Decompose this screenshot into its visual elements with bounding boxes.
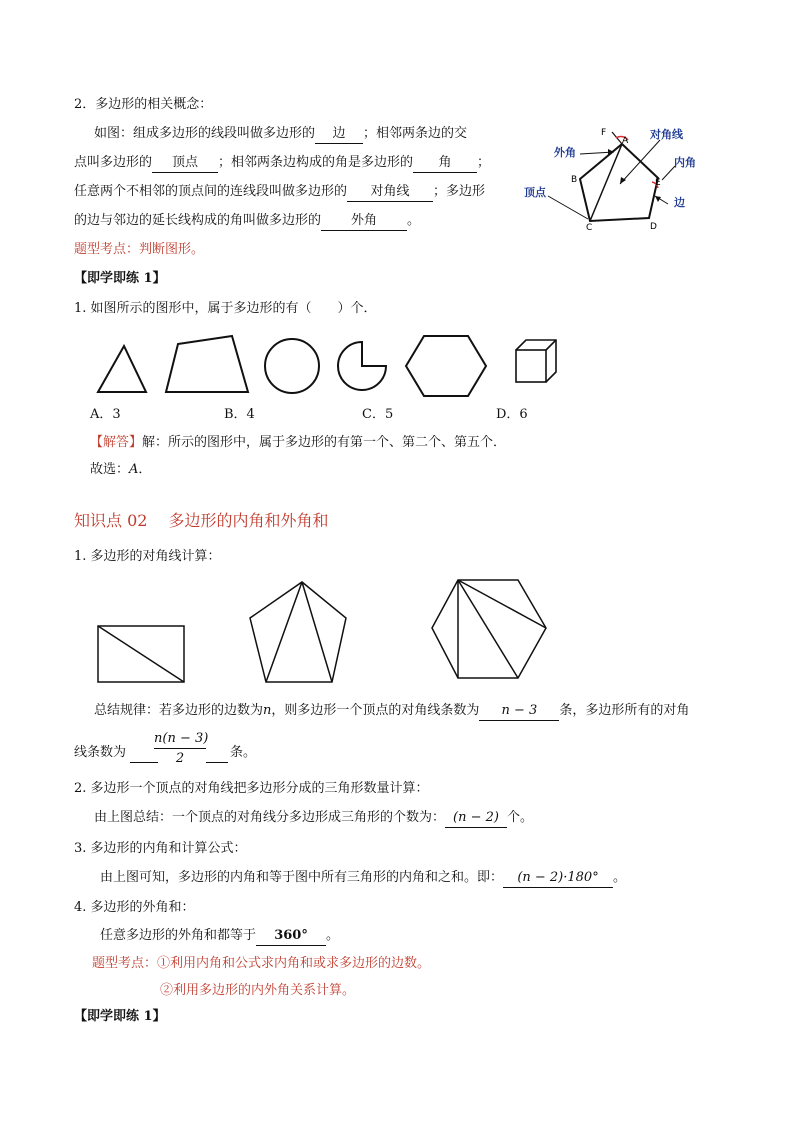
practice-question: 1. 如图所示的图形中，属于多边形的有（ ）个．: [74, 301, 377, 316]
triangle-shape: [98, 346, 146, 392]
p2-answer-line: 由上图总结：一个顶点的对角线分多边形成三角形的个数为： (n − 2) 个。: [94, 809, 533, 828]
p3-answer-line: 由上图可知，多边形的内角和等于图中所有三角形的内角和之和。即： (n − 2)·180° 。: [100, 869, 626, 888]
blank-vertex: 顶点: [152, 154, 218, 173]
blank-side: 边: [315, 125, 363, 144]
choose-value: A: [129, 462, 139, 477]
blank-interior-sum: (n − 2)·180°: [503, 869, 613, 888]
label-f: F: [601, 128, 607, 138]
cube-shape: [516, 340, 556, 382]
concept-line-4: 的边与邻边的延长线构成的角叫做多边形的 外角 。: [74, 212, 420, 231]
tag-side: 边: [674, 196, 685, 209]
tag-vertex: 顶点: [524, 186, 546, 199]
option-a: A．3: [90, 407, 121, 422]
choose-line: 故选：A．: [90, 462, 152, 477]
circle-shape: [265, 339, 319, 393]
tag-exterior: 外角: [554, 146, 576, 159]
fraction-numerator: n(n − 3): [154, 730, 206, 749]
summary-line-1: 总结规律：若多边形的边数为n，则多边形一个顶点的对角线条数为 n − 3 条，多边形所有的对角: [94, 702, 689, 721]
hexagon-diagonals: [432, 580, 546, 678]
practice-title-2: 【即学即练 1】: [74, 1009, 166, 1024]
sector-shape: [338, 342, 386, 390]
label-a: A: [622, 136, 629, 146]
option-b: B．4: [224, 407, 255, 422]
label-d: D: [650, 222, 657, 232]
blank-angle: 角: [413, 154, 477, 173]
sec2-p4: 4. 多边形的外角和：: [74, 900, 195, 915]
sec2-p3: 3. 多边形的内角和计算公式：: [74, 841, 247, 856]
concept-line-1: 如图：组成多边形的线段叫做多边形的 边 ；相邻两条边的交: [94, 125, 467, 144]
practice-title: 【即学即练 1】: [74, 271, 166, 286]
tag-diagonal: 对角线: [650, 128, 683, 141]
pentagon-concept-figure: [520, 122, 710, 240]
answer-line: 【解答】解：所示的图形中，属于多边形的有第一个、第二个、第五个．: [90, 435, 507, 450]
hexagon-shape: [406, 336, 486, 396]
blank-diagonal: 对角线: [347, 183, 433, 202]
label-b: B: [571, 175, 578, 185]
option-c: C．5: [362, 407, 394, 422]
exam-point: 题型考点：判断图形。: [74, 242, 205, 257]
label-c: C: [586, 223, 593, 233]
blank-n-minus-3: n − 3: [479, 702, 559, 721]
shape-options-figure: [90, 330, 570, 400]
sec2-p1: 1. 多边形的对角线计算：: [74, 549, 221, 564]
label-e: E: [655, 178, 661, 188]
fraction-denominator: 2: [175, 751, 185, 766]
concept-line-2: 点叫多边形的 顶点 ；相邻两条边构成的角是多边形的 角 ；: [74, 154, 490, 173]
answer-tag: 【解答】: [90, 435, 143, 450]
option-d: D．6: [496, 407, 528, 422]
section-title: 知识点 02 多边形的内角和外角和: [74, 511, 329, 530]
blank-exterior: 外角: [321, 212, 407, 231]
concept-heading: 2．多边形的相关概念：: [74, 97, 213, 112]
quadrilateral-shape: [166, 336, 248, 392]
concept-line-3: 任意两个不相邻的顶点间的连线段叫做多边形的 对角线 ；多边形: [74, 183, 485, 202]
p4-answer-line: 任意多边形的外角和都等于 360° 。: [100, 927, 339, 946]
pentagon-diagonals: [250, 582, 346, 682]
exam-point-1: 题型考点：①利用内角和公式求内角和或求多边形的边数。: [92, 956, 431, 971]
sec2-p2: 2. 多边形一个顶点的对角线把多边形分成的三角形数量计算：: [74, 781, 429, 796]
blank-360: 360°: [256, 927, 326, 946]
rectangle-diagonal: [98, 626, 184, 682]
exam-point-2: ②利用多边形的内外角关系计算。: [160, 983, 356, 998]
diagonal-figures: [90, 574, 570, 692]
tag-interior: 内角: [674, 156, 696, 169]
blank-n-minus-2: (n − 2): [445, 809, 507, 828]
